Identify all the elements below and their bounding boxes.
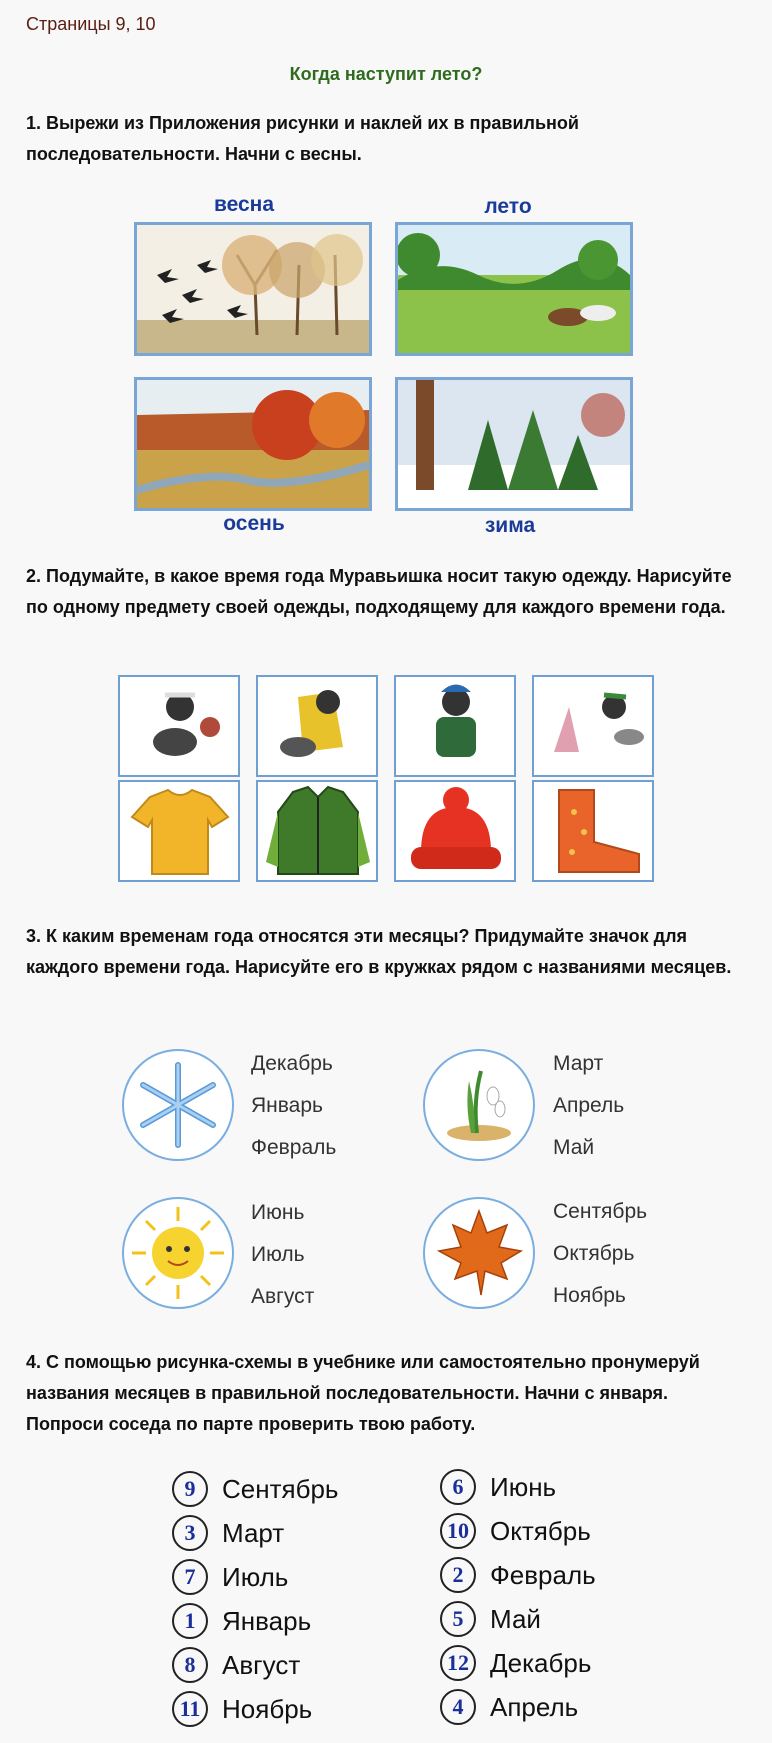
t-shirt-picture [118, 780, 240, 882]
task1-text: 1. Вырежи из Приложения рисунки и наклей их в правильной последовательности. Начни с весны. [26, 113, 579, 164]
month-september: Сентябрь [553, 1200, 648, 1223]
task2-text: 2. Подумайте, в какое время года Муравьишка носит такую одежду. Нарисуйте по одному предмету своей одежды, подходящему для каждого времени года. [26, 566, 732, 617]
month-july: Июль [251, 1243, 305, 1266]
number-badge: 5 [440, 1601, 476, 1637]
list-item [172, 1601, 338, 1641]
number-badge: 6 [440, 1469, 476, 1505]
month-name: Август [222, 1649, 301, 1680]
number-badge: 2 [440, 1557, 476, 1593]
label-winter: зима [484, 514, 536, 537]
month-may: Май [553, 1136, 595, 1159]
ant-autumn-picture [256, 675, 378, 777]
month-name: Сентябрь [222, 1473, 339, 1504]
clothes-grid [118, 675, 658, 895]
month-name: Октябрь [490, 1515, 591, 1546]
month-name: Февраль [490, 1559, 596, 1590]
list-item [440, 1643, 596, 1683]
month-december: Декабрь [251, 1052, 333, 1075]
number-badge: 1 [172, 1603, 208, 1639]
list-item [172, 1513, 338, 1553]
list-item [440, 1599, 596, 1639]
month-january: Январь [251, 1094, 323, 1117]
list-item [440, 1467, 596, 1507]
month-april: Апрель [553, 1094, 625, 1117]
maple-leaf-icon [423, 1197, 535, 1309]
month-name: Май [490, 1603, 541, 1634]
task3-text: 3. К каким временам года относятся эти месяцы? Придумайте значок для каждого времени года. Нарисуйте его в кружках рядом с названиями месяцев. [26, 926, 732, 977]
number-badge: 3 [172, 1515, 208, 1551]
list-item [172, 1645, 338, 1685]
month-name: Июль [222, 1561, 289, 1592]
ant-spring-picture [532, 675, 654, 777]
snowflake-icon [122, 1049, 234, 1161]
page-numbers: Страницы 9, 10 [26, 14, 156, 34]
winter-picture [395, 377, 633, 511]
snowdrop-icon [423, 1049, 535, 1161]
list-item [172, 1557, 338, 1597]
label-summer: лето [484, 195, 532, 218]
number-badge: 12 [440, 1645, 476, 1681]
rubber-boots-picture [532, 780, 654, 882]
month-name: Ноябрь [222, 1693, 313, 1724]
number-badge: 8 [172, 1647, 208, 1683]
month-october: Октябрь [553, 1242, 635, 1265]
ant-summer-picture [118, 675, 240, 777]
number-badge: 10 [440, 1513, 476, 1549]
month-name: Январь [222, 1605, 312, 1636]
numbered-months-right [440, 1467, 596, 1731]
month-name: Апрель [490, 1691, 579, 1722]
ant-winter-picture [394, 675, 516, 777]
list-item [440, 1511, 596, 1551]
sun-icon [122, 1197, 234, 1309]
spring-picture [134, 222, 372, 356]
month-february: Февраль [251, 1136, 337, 1159]
label-spring: весна [213, 193, 275, 216]
month-name: Март [222, 1517, 285, 1548]
lesson-title: Когда наступит лето? [289, 64, 483, 84]
number-badge: 4 [440, 1689, 476, 1725]
month-november: Ноябрь [553, 1284, 626, 1307]
number-badge: 7 [172, 1559, 208, 1595]
list-item [440, 1555, 596, 1595]
summer-picture [395, 222, 633, 356]
number-badge: 9 [172, 1471, 208, 1507]
list-item [172, 1469, 338, 1509]
label-autumn: осень [223, 512, 285, 535]
knit-hat-picture [394, 780, 516, 882]
jacket-picture [256, 780, 378, 882]
month-name: Июнь [490, 1471, 557, 1502]
number-badge: 11 [172, 1691, 208, 1727]
month-june: Июнь [251, 1201, 305, 1224]
list-item [440, 1687, 596, 1727]
list-item [172, 1689, 338, 1729]
month-august: Август [251, 1285, 315, 1308]
task4-text: 4. С помощью рисунка-схемы в учебнике или самостоятельно пронумеруй названия месяцев в правильной последовательности. Начни с января. Попроси соседа по парте проверить твою работу. [26, 1352, 700, 1434]
autumn-picture [134, 377, 372, 511]
month-name: Декабрь [490, 1647, 592, 1678]
numbered-months-left [172, 1469, 338, 1733]
month-march: Март [553, 1052, 604, 1075]
